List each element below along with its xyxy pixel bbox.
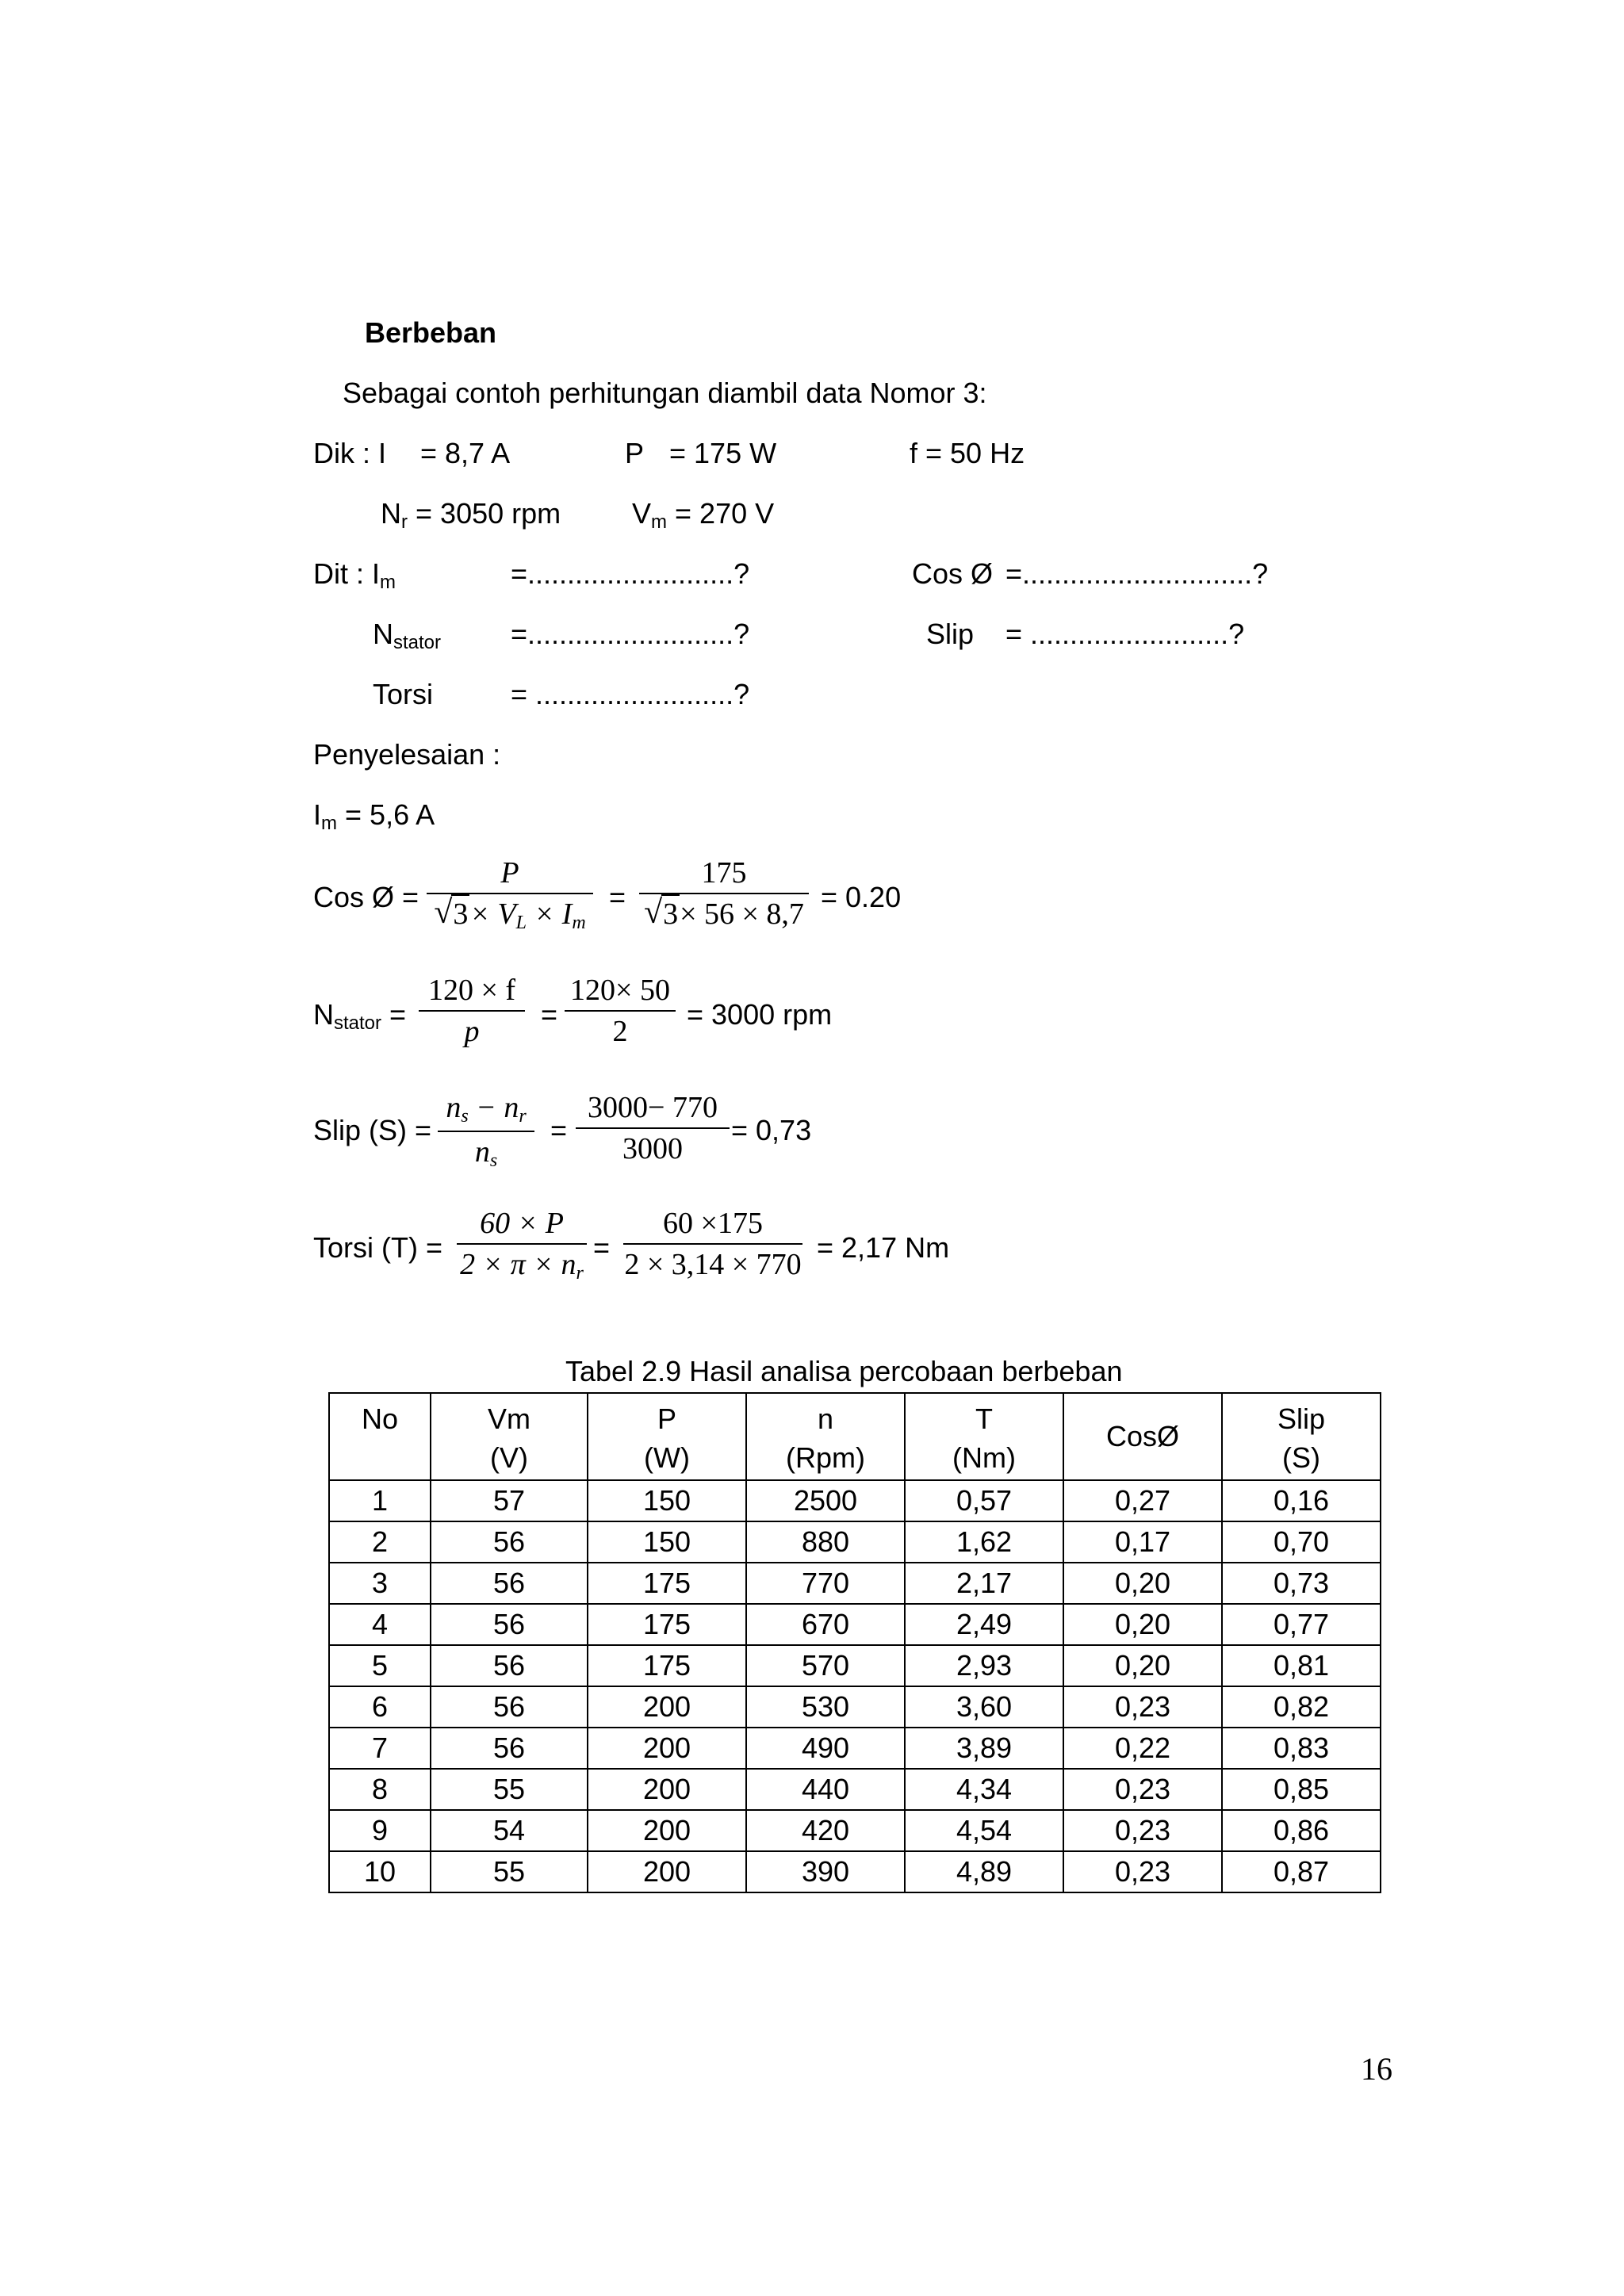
table-caption: Tabel 2.9 Hasil analisa percobaan berbeban bbox=[565, 1355, 1123, 1387]
table-cell: 56 bbox=[431, 1645, 588, 1686]
torsi-equals: = bbox=[593, 1231, 611, 1264]
table-cell: 6 bbox=[329, 1686, 431, 1728]
asked-slip-label: Slip bbox=[926, 618, 975, 650]
table-cell: 175 bbox=[588, 1563, 746, 1604]
table-row bbox=[329, 1810, 1381, 1851]
table-cell: 2,93 bbox=[905, 1645, 1063, 1686]
asked-torsi-blank: = .........................? bbox=[511, 678, 750, 710]
table-cell: 150 bbox=[588, 1521, 746, 1563]
table-cell: 57 bbox=[431, 1480, 588, 1521]
table-cell: 2500 bbox=[746, 1480, 905, 1521]
table-cell: 0,70 bbox=[1222, 1521, 1381, 1563]
table-cell: 54 bbox=[431, 1810, 588, 1851]
nstator-result: = 3000 rpm bbox=[687, 998, 833, 1031]
table-row bbox=[329, 1521, 1381, 1563]
header-t: T (Nm) bbox=[905, 1393, 1063, 1480]
header-slip: Slip (S) bbox=[1222, 1393, 1381, 1480]
header-n: n (Rpm) bbox=[746, 1393, 905, 1480]
torsi-result: = 2,17 Nm bbox=[817, 1231, 950, 1264]
table-cell: 2 bbox=[329, 1521, 431, 1563]
nstator-label: $N_{stator}$ = bbox=[313, 998, 407, 1034]
table-cell: 56 bbox=[431, 1563, 588, 1604]
table-cell: 0,73 bbox=[1222, 1563, 1381, 1604]
table-cell: 530 bbox=[746, 1686, 905, 1728]
header-p: P (W) bbox=[588, 1393, 746, 1480]
asked-torsi-label: Torsi bbox=[373, 678, 434, 710]
table-row bbox=[329, 1851, 1381, 1892]
table-cell: 420 bbox=[746, 1810, 905, 1851]
table-cell: 3 bbox=[329, 1563, 431, 1604]
table-cell: 0,20 bbox=[1063, 1563, 1222, 1604]
table-cell: 2,49 bbox=[905, 1604, 1063, 1645]
table-cell: 200 bbox=[588, 1728, 746, 1769]
asked-current-label: Dit : $I_m$ bbox=[313, 557, 396, 593]
table-cell: 56 bbox=[431, 1686, 588, 1728]
torsi-fraction-symbolic: 60 × P $2 \times \pi \times n_r$ bbox=[457, 1208, 587, 1283]
table-cell: 56 bbox=[431, 1604, 588, 1645]
table-cell: 0,22 bbox=[1063, 1728, 1222, 1769]
table-cell: 490 bbox=[746, 1728, 905, 1769]
slip-fraction-symbolic: $n_s - n_r$ $n_s$ bbox=[438, 1093, 534, 1170]
table-cell: 3,89 bbox=[905, 1728, 1063, 1769]
slip-result: = 0,73 bbox=[731, 1114, 812, 1146]
table-cell: 4,34 bbox=[905, 1769, 1063, 1810]
cos-equals: = bbox=[609, 881, 626, 913]
solution-heading: Penyelesaian : bbox=[313, 738, 501, 771]
table-row bbox=[329, 1604, 1381, 1645]
table-cell: 0,20 bbox=[1063, 1645, 1222, 1686]
table-cell: 56 bbox=[431, 1521, 588, 1563]
table-cell: 0,57 bbox=[905, 1480, 1063, 1521]
table-cell: 8 bbox=[329, 1769, 431, 1810]
table-row bbox=[329, 1645, 1381, 1686]
table-cell: 0,27 bbox=[1063, 1480, 1222, 1521]
table-cell: 0,87 bbox=[1222, 1851, 1381, 1892]
table-cell: 770 bbox=[746, 1563, 905, 1604]
nstator-fraction-numeric: 120× 50 2 bbox=[565, 975, 676, 1047]
asked-cos-blank: =.............................? bbox=[1005, 557, 1269, 590]
table-cell: 880 bbox=[746, 1521, 905, 1563]
table-cell: 390 bbox=[746, 1851, 905, 1892]
cos-fraction-symbolic: P √ $3\times V_L \times I_m$ bbox=[427, 858, 593, 932]
table-cell: 175 bbox=[588, 1645, 746, 1686]
solution-current: $I_m = 5,6$ A bbox=[313, 798, 435, 834]
table-cell: 0,82 bbox=[1222, 1686, 1381, 1728]
table-row bbox=[329, 1769, 1381, 1810]
table-cell: 55 bbox=[431, 1851, 588, 1892]
slip-fraction-numeric: 3000− 770 3000 bbox=[576, 1093, 730, 1164]
table-cell: 0,81 bbox=[1222, 1645, 1381, 1686]
given-power-label: P bbox=[625, 437, 645, 469]
table-cell: 0,23 bbox=[1063, 1686, 1222, 1728]
header-no: No bbox=[329, 1393, 431, 1480]
nstator-fraction-symbolic: 120 × f p bbox=[419, 975, 525, 1047]
torsi-label: Torsi (T) = bbox=[313, 1231, 443, 1264]
table-cell: 1 bbox=[329, 1480, 431, 1521]
table-row bbox=[329, 1728, 1381, 1769]
slip-equals: = bbox=[550, 1114, 568, 1146]
asked-slip-blank: = .........................? bbox=[1005, 618, 1245, 650]
table-cell: 0,17 bbox=[1063, 1521, 1222, 1563]
table-cell: 0,77 bbox=[1222, 1604, 1381, 1645]
table-cell: 56 bbox=[431, 1728, 588, 1769]
given-rotor-speed: $N_r = 3050$ rpm bbox=[381, 497, 561, 533]
table-cell: 670 bbox=[746, 1604, 905, 1645]
table-cell: 0,23 bbox=[1063, 1810, 1222, 1851]
table-cell: 7 bbox=[329, 1728, 431, 1769]
asked-current-blank: =..........................? bbox=[511, 557, 750, 590]
given-frequency: f = 50 Hz bbox=[910, 437, 1025, 469]
table-cell: 200 bbox=[588, 1686, 746, 1728]
intro-text: Sebagai contoh perhitungan diambil data Nomor 3: bbox=[343, 377, 987, 409]
table-cell: 0,86 bbox=[1222, 1810, 1381, 1851]
results-table bbox=[328, 1392, 1381, 1893]
given-voltage: $V_m = 270$ V bbox=[632, 497, 775, 533]
section-title: Berbeban bbox=[365, 316, 497, 349]
cos-label: Cos Ø = bbox=[313, 881, 419, 913]
table-cell: 2,17 bbox=[905, 1563, 1063, 1604]
table-cell: 0,23 bbox=[1063, 1851, 1222, 1892]
table-cell: 0,16 bbox=[1222, 1480, 1381, 1521]
table-cell: 1,62 bbox=[905, 1521, 1063, 1563]
table-cell: 175 bbox=[588, 1604, 746, 1645]
table-cell: 0,20 bbox=[1063, 1604, 1222, 1645]
table-cell: 55 bbox=[431, 1769, 588, 1810]
table-cell: 4,89 bbox=[905, 1851, 1063, 1892]
asked-nstator-label: $N_{stator}$ bbox=[373, 618, 442, 653]
table-row bbox=[329, 1480, 1381, 1521]
table-cell: 4,54 bbox=[905, 1810, 1063, 1851]
given-label: Dik : I bbox=[313, 437, 387, 469]
table-cell: 5 bbox=[329, 1645, 431, 1686]
table-cell: 4 bbox=[329, 1604, 431, 1645]
given-current: = 8,7 A bbox=[420, 437, 511, 469]
table-cell: 150 bbox=[588, 1480, 746, 1521]
table-cell: 200 bbox=[588, 1851, 746, 1892]
table-cell: 10 bbox=[329, 1851, 431, 1892]
given-power: = 175 W bbox=[669, 437, 777, 469]
table-cell: 9 bbox=[329, 1810, 431, 1851]
table-cell: 3,60 bbox=[905, 1686, 1063, 1728]
table-row bbox=[329, 1563, 1381, 1604]
asked-cos-label: Cos Ø bbox=[912, 557, 994, 590]
table-cell: 0,85 bbox=[1222, 1769, 1381, 1810]
table-cell: 200 bbox=[588, 1810, 746, 1851]
asked-nstator-blank: =..........................? bbox=[511, 618, 750, 650]
nstator-equals: = bbox=[541, 998, 558, 1031]
slip-label: Slip (S) = bbox=[313, 1114, 432, 1146]
table-cell: 0,23 bbox=[1063, 1769, 1222, 1810]
torsi-fraction-numeric: 60 ×175 2 × 3,14 × 770 bbox=[624, 1207, 802, 1281]
cos-result: = 0.20 bbox=[821, 881, 902, 913]
table-cell: 0,83 bbox=[1222, 1728, 1381, 1769]
cos-fraction-numeric: 175 √ 3× 56 × 8,7 bbox=[639, 858, 809, 929]
table-row bbox=[329, 1686, 1381, 1728]
page-number: 16 bbox=[1361, 2051, 1392, 2087]
table-cell: 440 bbox=[746, 1769, 905, 1810]
header-cos: CosØ bbox=[1063, 1393, 1222, 1480]
header-vm: Vm (V) bbox=[431, 1393, 588, 1480]
table-header-row bbox=[329, 1393, 1381, 1480]
table-cell: 200 bbox=[588, 1769, 746, 1810]
table-cell: 570 bbox=[746, 1645, 905, 1686]
